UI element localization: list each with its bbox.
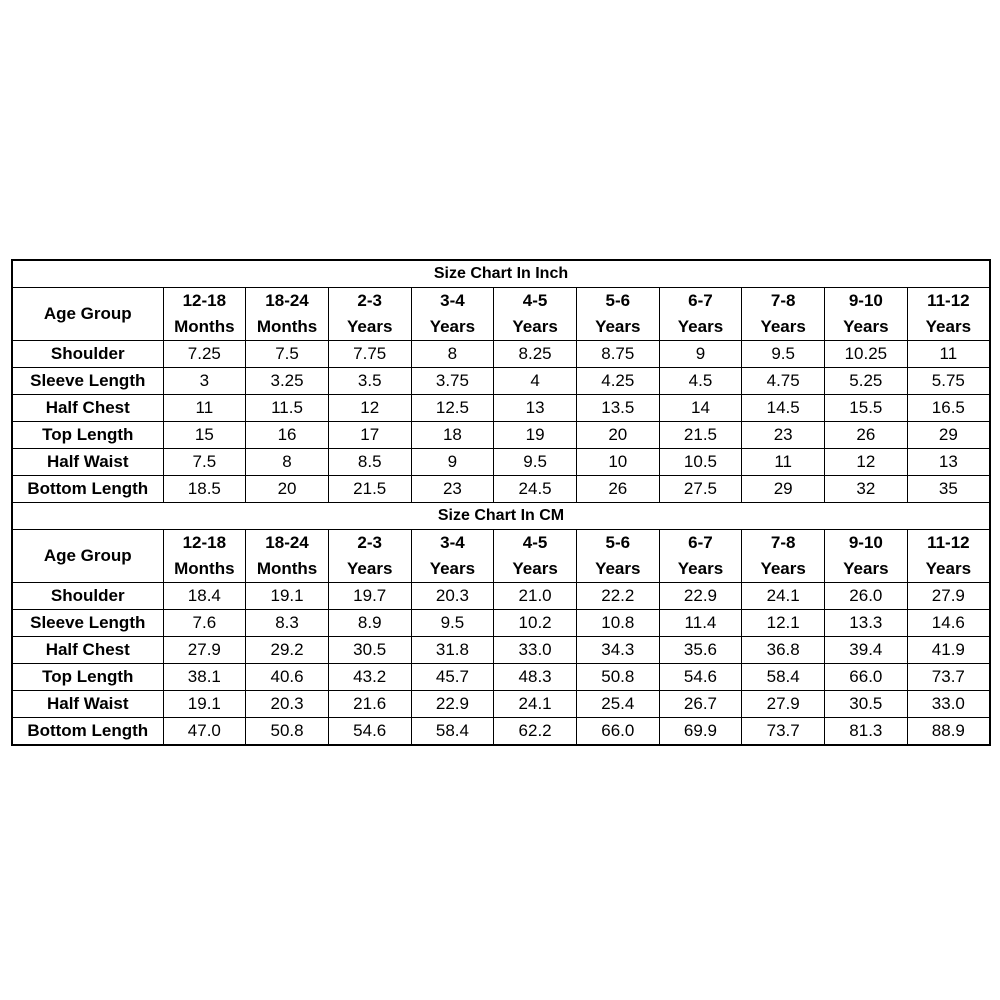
age-range: 11-12 [927, 533, 970, 552]
inch-age-group-label: Age Group [12, 288, 163, 341]
measurement-value: 3.25 [246, 368, 329, 395]
age-unit: Years [925, 317, 972, 336]
inch-column-header [825, 288, 908, 341]
age-unit: Months [174, 317, 235, 336]
measurement-value: 25.4 [576, 691, 659, 718]
table-row [12, 449, 990, 476]
measurement-value: 38.1 [163, 664, 246, 691]
measurement-label: Top Length [12, 664, 163, 691]
age-range: 9-10 [848, 533, 883, 552]
measurement-label: Sleeve Length [12, 610, 163, 637]
measurement-value: 41.9 [907, 637, 990, 664]
cm-column-header [411, 530, 494, 583]
measurement-value: 29.2 [246, 637, 329, 664]
measurement-value: 4 [494, 368, 577, 395]
measurement-value: 11 [742, 449, 825, 476]
table-row [12, 691, 990, 718]
measurement-label: Half Chest [12, 637, 163, 664]
table-row [12, 368, 990, 395]
measurement-value: 10.8 [576, 610, 659, 637]
measurement-value: 22.9 [411, 691, 494, 718]
measurement-value: 36.8 [742, 637, 825, 664]
age-range: 7-8 [770, 291, 796, 310]
measurement-value: 20 [576, 422, 659, 449]
table-row [12, 395, 990, 422]
measurement-value: 7.6 [163, 610, 246, 637]
age-unit: Months [256, 317, 318, 336]
measurement-value: 23 [742, 422, 825, 449]
measurement-value: 27.9 [163, 637, 246, 664]
measurement-value: 66.0 [825, 664, 908, 691]
measurement-value: 13.5 [576, 395, 659, 422]
measurement-label: Shoulder [12, 341, 163, 368]
measurement-value: 8.25 [494, 341, 577, 368]
measurement-value: 11 [907, 341, 990, 368]
inch-column-header [576, 288, 659, 341]
measurement-value: 15 [163, 422, 246, 449]
age-range: 4-5 [522, 291, 548, 310]
measurement-value: 13 [494, 395, 577, 422]
measurement-value: 48.3 [494, 664, 577, 691]
table-row [12, 583, 990, 610]
age-range: 4-5 [522, 533, 548, 552]
age-range: 6-7 [688, 533, 713, 552]
measurement-value: 30.5 [328, 637, 411, 664]
inch-section-title: Size Chart In Inch [12, 260, 990, 288]
measurement-value: 26.7 [659, 691, 742, 718]
table-row [12, 422, 990, 449]
measurement-value: 88.9 [907, 718, 990, 746]
measurement-value: 9.5 [494, 449, 577, 476]
inch-column-header [328, 288, 411, 341]
measurement-value: 9 [411, 449, 494, 476]
measurement-value: 19 [494, 422, 577, 449]
measurement-label: Half Waist [12, 449, 163, 476]
measurement-value: 54.6 [328, 718, 411, 746]
age-unit: Months [174, 559, 235, 578]
measurement-value: 8.9 [328, 610, 411, 637]
inch-column-header [246, 288, 329, 341]
measurement-value: 14.5 [742, 395, 825, 422]
measurement-value: 58.4 [411, 718, 494, 746]
measurement-value: 35 [907, 476, 990, 503]
measurement-value: 47.0 [163, 718, 246, 746]
measurement-value: 19.7 [328, 583, 411, 610]
age-unit: Years [677, 559, 724, 578]
measurement-value: 15.5 [825, 395, 908, 422]
measurement-value: 31.8 [411, 637, 494, 664]
measurement-value: 50.8 [576, 664, 659, 691]
measurement-value: 50.8 [246, 718, 329, 746]
measurement-value: 9.5 [742, 341, 825, 368]
inch-column-header [411, 288, 494, 341]
cm-header-row [12, 530, 990, 583]
inch-column-header [494, 288, 577, 341]
age-range: 6-7 [688, 291, 713, 310]
cm-column-header [246, 530, 329, 583]
measurement-value: 27.5 [659, 476, 742, 503]
measurement-label: Sleeve Length [12, 368, 163, 395]
measurement-value: 35.6 [659, 637, 742, 664]
measurement-value: 10.5 [659, 449, 742, 476]
measurement-value: 22.9 [659, 583, 742, 610]
inch-header-row [12, 288, 990, 341]
cm-column-header [907, 530, 990, 583]
measurement-value: 45.7 [411, 664, 494, 691]
measurement-value: 22.2 [576, 583, 659, 610]
measurement-value: 24.5 [494, 476, 577, 503]
measurement-value: 30.5 [825, 691, 908, 718]
measurement-value: 32 [825, 476, 908, 503]
table-row [12, 637, 990, 664]
measurement-value: 33.0 [907, 691, 990, 718]
cm-title-row [12, 503, 990, 530]
cm-column-header [328, 530, 411, 583]
measurement-value: 12 [328, 395, 411, 422]
measurement-value: 34.3 [576, 637, 659, 664]
measurement-value: 10 [576, 449, 659, 476]
measurement-value: 9.5 [411, 610, 494, 637]
measurement-value: 54.6 [659, 664, 742, 691]
measurement-value: 7.5 [163, 449, 246, 476]
age-range: 2-3 [357, 291, 382, 310]
age-unit: Years [512, 559, 558, 578]
measurement-value: 27.9 [742, 691, 825, 718]
measurement-value: 18.5 [163, 476, 246, 503]
measurement-value: 18.4 [163, 583, 246, 610]
age-unit: Years [760, 317, 806, 336]
measurement-value: 7.25 [163, 341, 246, 368]
cm-section [12, 503, 990, 746]
measurement-value: 16 [246, 422, 329, 449]
measurement-value: 20.3 [246, 691, 329, 718]
cm-column-header [163, 530, 246, 583]
inch-column-header [907, 288, 990, 341]
measurement-value: 3 [163, 368, 246, 395]
measurement-value: 29 [742, 476, 825, 503]
measurement-value: 11.4 [659, 610, 742, 637]
measurement-label: Shoulder [12, 583, 163, 610]
measurement-value: 23 [411, 476, 494, 503]
measurement-value: 10.2 [494, 610, 577, 637]
measurement-value: 58.4 [742, 664, 825, 691]
age-range: 3-4 [440, 533, 465, 552]
measurement-value: 81.3 [825, 718, 908, 746]
table-row [12, 718, 990, 746]
age-unit: Years [760, 559, 806, 578]
measurement-value: 33.0 [494, 637, 577, 664]
measurement-value: 26 [576, 476, 659, 503]
measurement-value: 21.5 [659, 422, 742, 449]
table-row [12, 664, 990, 691]
age-unit: Years [925, 559, 972, 578]
cm-column-header [494, 530, 577, 583]
measurement-value: 4.75 [742, 368, 825, 395]
cm-column-header [576, 530, 659, 583]
measurement-value: 4.5 [659, 368, 742, 395]
measurement-value: 12.1 [742, 610, 825, 637]
age-range: 9-10 [848, 291, 883, 310]
age-range: 12-18 [182, 291, 227, 310]
age-range: 12-18 [182, 533, 227, 552]
age-range: 7-8 [770, 533, 796, 552]
measurement-value: 9 [659, 341, 742, 368]
table-row [12, 610, 990, 637]
measurement-value: 69.9 [659, 718, 742, 746]
measurement-value: 10.25 [825, 341, 908, 368]
table-row [12, 341, 990, 368]
measurement-value: 13 [907, 449, 990, 476]
cm-column-header [742, 530, 825, 583]
measurement-value: 21.6 [328, 691, 411, 718]
measurement-value: 8.5 [328, 449, 411, 476]
measurement-value: 19.1 [246, 583, 329, 610]
measurement-value: 11.5 [246, 395, 329, 422]
measurement-label: Half Chest [12, 395, 163, 422]
measurement-label: Half Waist [12, 691, 163, 718]
measurement-value: 3.75 [411, 368, 494, 395]
measurement-value: 12 [825, 449, 908, 476]
measurement-value: 8 [246, 449, 329, 476]
measurement-value: 62.2 [494, 718, 577, 746]
age-unit: Years [512, 317, 558, 336]
measurement-label: Top Length [12, 422, 163, 449]
age-unit: Years [595, 317, 641, 336]
age-unit: Years [347, 559, 393, 578]
table-row [12, 476, 990, 503]
cm-section-title: Size Chart In CM [12, 503, 990, 530]
measurement-value: 26 [825, 422, 908, 449]
age-unit: Years [595, 559, 641, 578]
measurement-value: 66.0 [576, 718, 659, 746]
age-range: 5-6 [605, 533, 631, 552]
measurement-value: 16.5 [907, 395, 990, 422]
measurement-value: 73.7 [742, 718, 825, 746]
measurement-value: 4.25 [576, 368, 659, 395]
measurement-value: 5.25 [825, 368, 908, 395]
measurement-value: 73.7 [907, 664, 990, 691]
measurement-value: 24.1 [742, 583, 825, 610]
measurement-value: 21.0 [494, 583, 577, 610]
measurement-value: 11 [163, 395, 246, 422]
measurement-value: 8 [411, 341, 494, 368]
inch-column-header [163, 288, 246, 341]
age-range: 18-24 [265, 533, 309, 552]
measurement-value: 18 [411, 422, 494, 449]
inch-title-row [12, 260, 990, 288]
age-unit: Years [429, 559, 476, 578]
measurement-value: 39.4 [825, 637, 908, 664]
measurement-value: 13.3 [825, 610, 908, 637]
measurement-value: 17 [328, 422, 411, 449]
cm-column-header [825, 530, 908, 583]
age-range: 11-12 [927, 291, 970, 310]
age-unit: Years [429, 317, 476, 336]
age-range: 3-4 [440, 291, 465, 310]
age-range: 2-3 [357, 533, 382, 552]
measurement-value: 19.1 [163, 691, 246, 718]
age-unit: Years [347, 317, 393, 336]
inch-column-header [742, 288, 825, 341]
measurement-value: 43.2 [328, 664, 411, 691]
cm-age-group-label: Age Group [12, 530, 163, 583]
cm-column-header [659, 530, 742, 583]
measurement-value: 3.5 [328, 368, 411, 395]
measurement-value: 5.75 [907, 368, 990, 395]
measurement-value: 8.75 [576, 341, 659, 368]
inch-column-header [659, 288, 742, 341]
inch-section [12, 260, 990, 503]
age-unit: Years [677, 317, 724, 336]
measurement-value: 20.3 [411, 583, 494, 610]
measurement-value: 8.3 [246, 610, 329, 637]
measurement-value: 29 [907, 422, 990, 449]
measurement-label: Bottom Length [12, 476, 163, 503]
age-range: 18-24 [265, 291, 309, 310]
measurement-value: 24.1 [494, 691, 577, 718]
age-range: 5-6 [605, 291, 631, 310]
age-unit: Years [843, 317, 889, 336]
measurement-value: 7.75 [328, 341, 411, 368]
measurement-label: Bottom Length [12, 718, 163, 746]
measurement-value: 14.6 [907, 610, 990, 637]
measurement-value: 14 [659, 395, 742, 422]
measurement-value: 40.6 [246, 664, 329, 691]
measurement-value: 27.9 [907, 583, 990, 610]
age-unit: Years [843, 559, 889, 578]
measurement-value: 7.5 [246, 341, 329, 368]
age-unit: Months [256, 559, 318, 578]
measurement-value: 21.5 [328, 476, 411, 503]
measurement-value: 26.0 [825, 583, 908, 610]
measurement-value: 20 [246, 476, 329, 503]
size-chart-table [11, 259, 991, 746]
measurement-value: 12.5 [411, 395, 494, 422]
